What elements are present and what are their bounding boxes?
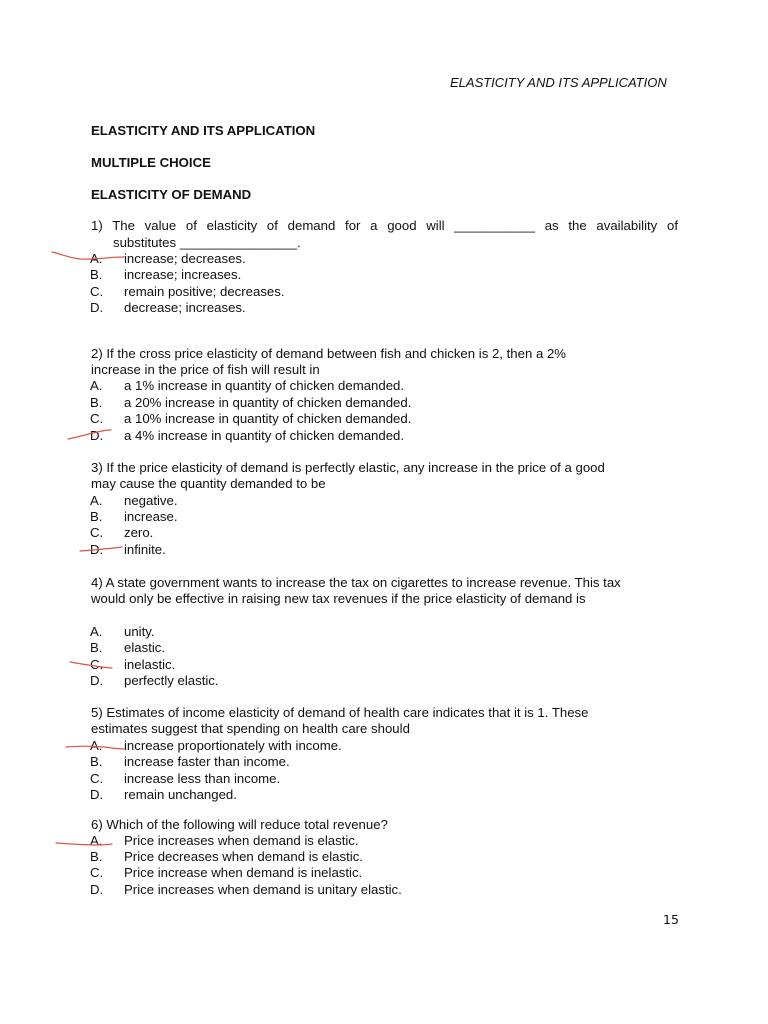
question-1-text-line2: substitutes ________________. <box>113 235 301 250</box>
option-letter: C. <box>90 284 104 299</box>
option-letter: A. <box>90 833 103 848</box>
option-letter: A. <box>90 251 103 266</box>
option-text: infinite. <box>124 542 166 557</box>
option-letter: A. <box>90 624 103 639</box>
option-text: zero. <box>124 525 154 540</box>
option-letter: B. <box>90 754 103 769</box>
option-letter: D. <box>90 882 104 897</box>
page-number: 15 <box>663 912 679 927</box>
option-text: Price decreases when demand is elastic. <box>124 849 363 864</box>
option-letter: C. <box>90 525 104 540</box>
option-letter: C. <box>90 771 104 786</box>
option-letter: A. <box>90 738 103 753</box>
option-text: Price increases when demand is unitary elastic. <box>124 882 402 897</box>
question-3-text: 3) If the price elasticity of demand is perfectly elastic, any increase in the price of a good may cause the quantity demanded to be <box>91 460 605 492</box>
option-text: a 1% increase in quantity of chicken demanded. <box>124 378 405 393</box>
question-2-text: 2) If the cross price elasticity of demand between fish and chicken is 2, then a 2% increase in the price of fish will result in <box>91 346 567 378</box>
option-letter: C. <box>90 865 104 880</box>
option-text: negative. <box>124 493 178 508</box>
answer-mark-q6 <box>56 843 112 845</box>
section-heading: MULTIPLE CHOICE <box>91 155 211 170</box>
option-letter: D. <box>90 428 104 443</box>
option-letter: B. <box>90 395 103 410</box>
option-text: elastic. <box>124 640 166 655</box>
option-letter: A. <box>90 378 103 393</box>
option-letter: D. <box>90 787 104 802</box>
option-letter: C. <box>90 657 104 672</box>
option-text: increase less than income. <box>124 771 281 786</box>
option-text: a 4% increase in quantity of chicken demanded. <box>124 428 405 443</box>
option-letter: B. <box>90 267 103 282</box>
option-letter: A. <box>90 493 103 508</box>
option-text: a 20% increase in quantity of chicken demanded. <box>124 395 412 410</box>
option-text: Price increase when demand is inelastic. <box>124 865 363 880</box>
option-text: unity. <box>124 624 155 639</box>
option-letter: B. <box>90 509 103 524</box>
option-letter: B. <box>90 640 103 655</box>
question-1-text-line1: 1) The value of elasticity of demand for a good will ___________ as the availability of <box>91 218 678 233</box>
answer-mark-q1 <box>52 252 124 259</box>
option-letter: B. <box>90 849 103 864</box>
option-text: increase; increases. <box>124 267 242 282</box>
option-text: increase. <box>124 509 178 524</box>
option-letter: D. <box>90 300 104 315</box>
option-letter: C. <box>90 411 104 426</box>
option-text: remain positive; decreases. <box>124 284 285 299</box>
option-text: inelastic. <box>124 657 176 672</box>
option-text: increase; decreases. <box>124 251 246 266</box>
option-letter: D. <box>90 673 104 688</box>
option-text: increase proportionately with income. <box>124 738 342 753</box>
question-5-text: 5) Estimates of income elasticity of demand of health care indicates that it is 1. These estimates suggest that spending on health care should <box>91 705 589 737</box>
subsection-heading: ELASTICITY OF DEMAND <box>91 187 252 202</box>
option-text: a 10% increase in quantity of chicken demanded. <box>124 411 412 426</box>
option-text: increase faster than income. <box>124 754 290 769</box>
option-text: decrease; increases. <box>124 300 246 315</box>
question-6-text: 6) Which of the following will reduce total revenue? <box>91 817 388 832</box>
running-header: ELASTICITY AND ITS APPLICATION <box>450 75 667 90</box>
option-text: Price increases when demand is elastic. <box>124 833 359 848</box>
option-text: perfectly elastic. <box>124 673 219 688</box>
document-title: ELASTICITY AND ITS APPLICATION <box>91 123 316 138</box>
option-letter: D. <box>90 542 104 557</box>
question-4-text: 4) A state government wants to increase the tax on cigarettes to increase revenue. This tax would only be effective in raising new tax revenues if the price elasticity of demand is <box>91 575 621 607</box>
option-text: remain unchanged. <box>124 787 237 802</box>
